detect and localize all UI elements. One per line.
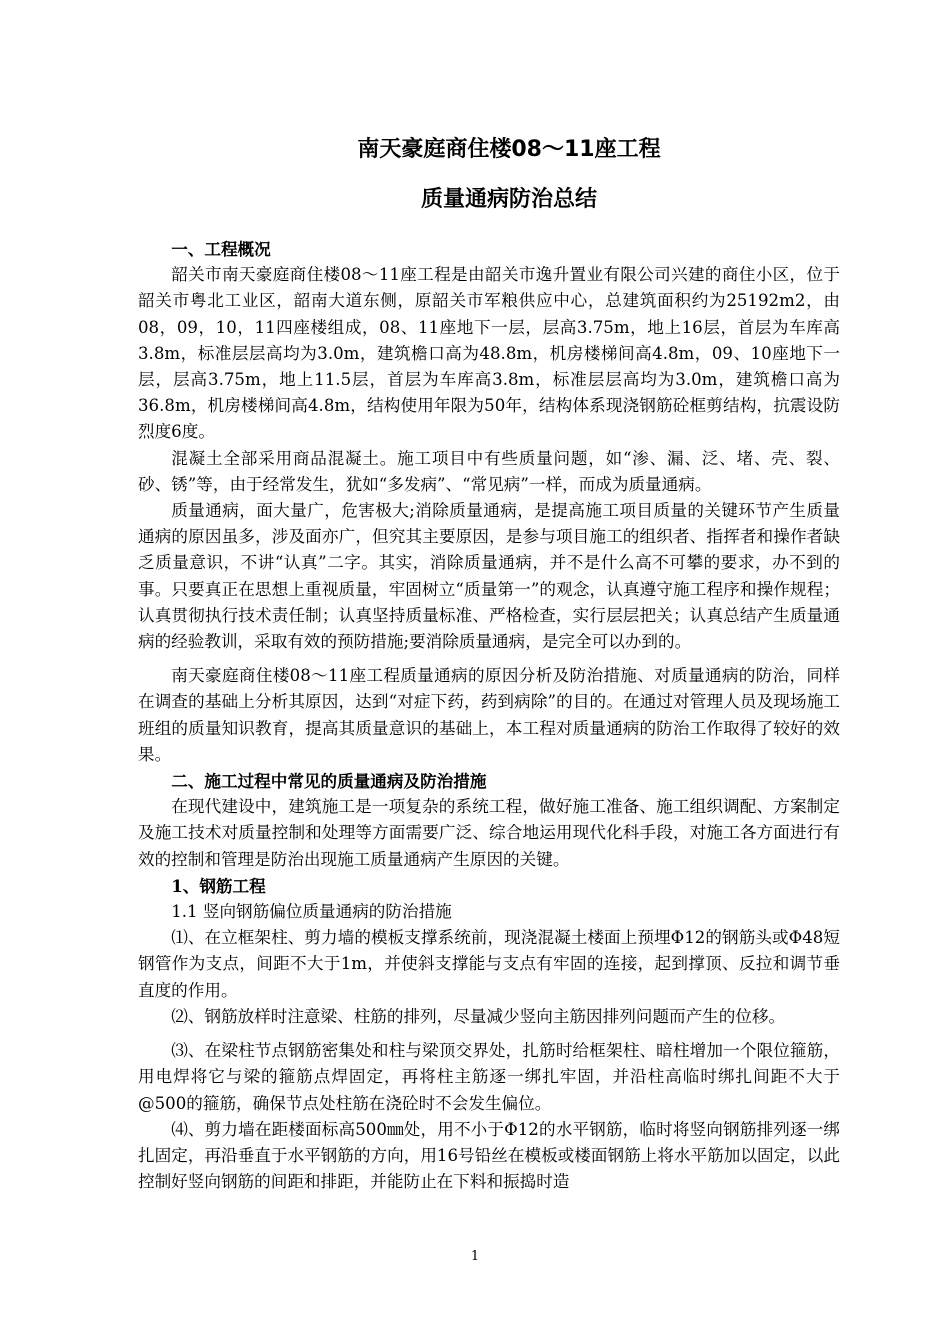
paragraph-project-overview: 韶关市南天豪庭商住楼08～11座工程是由韶关市逸升置业有限公司兴建的商住小区，位于韶关市粤北工业区，韶南大道东侧，原韶关市军粮供应中心，总建筑面积约为25192m2，由08，09，10，11四座楼组成，08、11座地下一层，层高3.75m，地上16层，首层为车库高3.8m，标准层层高均为3.0m，建筑檐口高为48.8m，机房楼梯间高4.8m，09、10座地下一层，层高3.75m，地上11.5层，首层为车库高3.8m，标准层层高均为3.0m，建筑檐口高为36.8m，机房楼梯间高4.8m，结构使用年限为50年，结构体系现浇钢筋砼框剪结构，抗震设防烈度6度。	[138, 265, 841, 442]
subsection-rebar-heading: 1、钢筋工程	[171, 875, 266, 896]
subsection-vertical-rebar-heading: 1.1 竖向钢筋偏位质量通病的防治措施	[171, 902, 452, 922]
section-2-heading: 二、施工过程中常见的质量通病及防治措施	[171, 771, 487, 792]
paragraph-quality-defects: 质量通病，面大量广，危害极大;消除质量通病，是提高施工项目质量的关键环节产生质量通病的原因虽多，涉及面亦广，但究其主要原因，是参与项目施工的组织者、指挥者和操作者缺乏质量意识，不讲“认真”二字。其实，消除质量通病，并不是什么高不可攀的要求，办不到的事。只要真正在思想上重视质量，牢固树立“质量第一”的观念，认真遵守施工程序和操作规程；认真贯彻执行技术责任制；认真坚持质量标准、严格检查，实行层层把关；认真总结产生质量通病的经验教训，采取有效的预防措施;要消除质量通病，是完全可以办到的。	[138, 501, 840, 652]
document-title: 南天豪庭商住楼08～11座工程	[357, 137, 661, 162]
page-number: 1	[470, 1249, 480, 1264]
paragraph-analysis: 南天豪庭商住楼08～11座工程质量通病的原因分析及防治措施、对质量通病的防治，同样在调查的基础上分析其原因，达到“对症下药，药到病除”的目的。在通过对管理人员及现场施工班组的质量知识教育，提高其质量意识的基础上，本工程对质量通病的防治工作取得了较好的效果。	[138, 666, 840, 764]
document-subtitle: 质量通病防治总结	[420, 187, 597, 212]
list-item: ⑶、在梁柱节点钢筋密集处和柱与梁顶交界处，扎筋时给框架柱、暗柱增加一个限位箍筋，用电焊将它与梁的箍筋点焊固定，再将柱主筋逐一绑扎牢固，并沿柱高临时绑扎间距不大于@500的箍筋，确保节点处柱筋在浇砼时不会发生偏位。	[138, 1041, 840, 1113]
section-1-heading: 一、工程概况	[171, 239, 271, 259]
paragraph-concrete: 混凝土全部采用商品混凝土。施工项目中有些质量问题，如“渗、漏、泛、堵、壳、裂、砂、锈”等，由于经常发生，犹如“多发病”、“常见病”一样，而成为质量通病。	[138, 448, 840, 494]
list-item: ⑴、在立框架柱、剪力墙的模板支撑系统前，现浇混凝土楼面上预埋Φ12的钢筋头或Φ48短钢管作为支点，间距不大于1m，并使斜支撑能与支点有牢固的连接，起到撑顶、反拉和调节垂直度的作用。	[138, 928, 840, 1000]
document-body	[138, 128, 840, 1195]
list-item: ⑵、钢筋放样时注意梁、柱筋的排列，尽量减少竖向主筋因排列问题而产生的位移。	[171, 1006, 786, 1026]
list-item: ⑷、剪力墙在距楼面标高500㎜处，用不小于Φ12的水平钢筋，临时将竖向钢筋排列逐一绑扎固定，再沿垂直于水平钢筋的方向，用16号铅丝在模板或楼面钢筋上将水平筋加以固定，以此控制好竖向钢筋的间距和排距，并能防止在下料和振捣时造	[138, 1119, 840, 1192]
paragraph-construction: 在现代建设中，建筑施工是一项复杂的系统工程，做好施工准备、施工组织调配、方案制定及施工技术对质量控制和处理等方面需要广泛、综合地运用现代化科手段，对施工各方面进行有效的控制和管理是防治出现施工质量通病产生原因的关键。	[138, 797, 840, 869]
